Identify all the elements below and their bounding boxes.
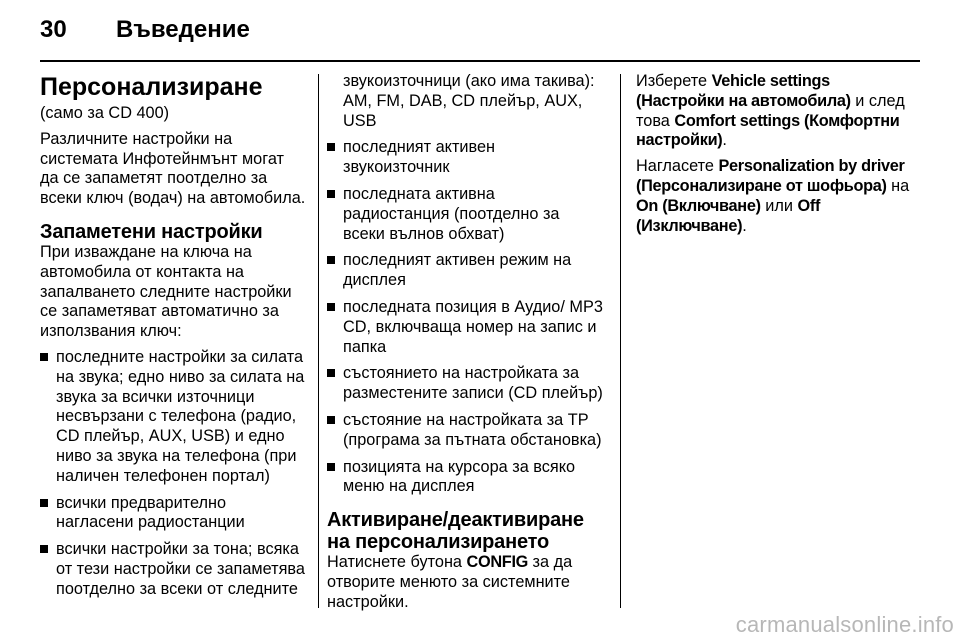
list-item: последните настройки за силата на звука; едно ниво за силата на звука за всички източници несвързани с телефона (радио, CD плейър, AUX, USB) и едно ниво за звука на телефона (при наличен телефонен портал) [40, 348, 306, 487]
bullet-icon [40, 499, 48, 507]
page-header [0, 0, 960, 62]
watermark: carmanualsonline.info [735, 612, 954, 637]
list-item: всички предварително нагласени радиостанции [40, 494, 306, 534]
list-item: състояние на настройката за TP (програма за пътната обстановка) [327, 411, 605, 451]
bullet-icon [327, 303, 335, 311]
saved-settings-list-continued [327, 138, 605, 497]
bullet-icon [327, 416, 335, 424]
list-item: последната активна радиостанция (поотделно за всеки вълнов обхват) [327, 185, 605, 244]
list-item: последният активен режим на дисплея [327, 251, 605, 291]
off-label: Off (Изключване) [636, 196, 821, 235]
select-instruction: Изберете Vehicle settings (Настройки на автомобила) и след това Comfort settings (Комфортни настройки). [636, 72, 905, 150]
saved-settings-intro: При изваждане на ключа на автомобила от контакта на запалването следните настройки се запаметяват автоматично за използвания ключ: [40, 242, 292, 341]
on-label: On (Включване) [636, 196, 761, 215]
header-rule [40, 60, 920, 62]
vehicle-settings-label: Vehicle settings (Настройки на автомобила) [636, 72, 851, 110]
column-divider-2 [620, 74, 621, 608]
list-item: последният активен звукоизточник [327, 138, 605, 178]
list-item-continuation: звукоизточници (ако има такива): AM, FM, DAB, CD плейър, AUX, USB [343, 72, 595, 130]
bullet-icon [40, 353, 48, 361]
bullet-icon [327, 463, 335, 471]
comfort-settings-label: Comfort settings (Комфортни настройки) [636, 111, 900, 150]
bullet-icon [327, 369, 335, 377]
column-divider-1 [318, 74, 319, 608]
column-3 [636, 72, 920, 242]
personalization-label: Personalization by driver (Персонализиране от шофьора) [636, 157, 905, 195]
column-2 [327, 72, 605, 619]
section-title: Персонализиране [40, 73, 263, 101]
saved-settings-heading: Запаметени настройки [40, 220, 263, 243]
adjust-instruction: Нагласете Personalization by driver (Персонализиране от шофьора) на On (Включване) или Off (Изключване). [636, 157, 910, 235]
chapter-title: Въведение [116, 16, 250, 43]
bullet-icon [40, 545, 48, 553]
bullet-icon [327, 190, 335, 198]
list-item: позицията на курсора за всяко меню на дисплея [327, 458, 605, 498]
list-item: състоянието на настройката за разместените записи (CD плейър) [327, 364, 605, 404]
intro-paragraph: Различните настройки на системата Инфотейнмънт могат да се запаметят поотделно за всеки ключ (водач) на автомобила. [40, 129, 306, 208]
column-1 [40, 72, 306, 607]
config-button-label: CONFIG [466, 553, 529, 572]
page-number: 30 [40, 16, 67, 43]
list-item: всички настройки за тона; всяка от тези настройки се запаметява поотделно за всеки от следните [40, 540, 306, 599]
activation-paragraph: Натиснете бутона CONFIG за да отворите менюто за системните настройки. [327, 553, 573, 611]
list-item: последната позиция в Аудио/ MP3 CD, включваща номер на запис и папка [327, 298, 605, 357]
section-subtitle: (само за CD 400) [40, 104, 170, 122]
bullet-icon [327, 256, 335, 264]
activation-heading: Активиране/деактивиране на персонализирането [327, 509, 584, 554]
bullet-icon [327, 143, 335, 151]
saved-settings-list [40, 348, 306, 600]
